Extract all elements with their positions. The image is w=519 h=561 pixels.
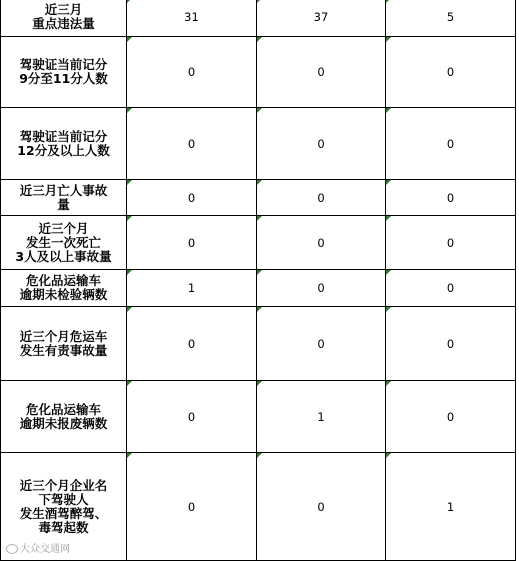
table-cell[interactable]: 37 xyxy=(257,0,386,37)
table-row xyxy=(1,180,516,216)
row-label-text: 近三个月企业名 下驾驶人 发生酒驾醉驾、 毒驾起数 xyxy=(19,477,108,535)
table-row xyxy=(1,0,516,37)
table-row xyxy=(1,381,516,453)
row-label xyxy=(1,216,127,270)
watermark-text: 大众交通网 xyxy=(20,544,70,555)
table-cell[interactable]: 0 xyxy=(127,307,257,381)
table-cell[interactable]: 0 xyxy=(386,381,516,453)
table-cell[interactable]: 0 xyxy=(386,307,516,381)
table-cell[interactable]: 0 xyxy=(386,270,516,307)
table-cell[interactable]: 0 xyxy=(386,108,516,180)
row-label-text: 近三个月危运车 发生有责事故量 xyxy=(19,328,108,358)
row-label xyxy=(1,270,127,307)
row-label xyxy=(1,381,127,453)
weibo-icon xyxy=(6,544,18,554)
row-label xyxy=(1,37,127,108)
row-label-text: 近三个月 发生一次死亡 3人及以上事故量 xyxy=(15,220,112,264)
table-row xyxy=(1,453,516,561)
table-cell[interactable]: 0 xyxy=(127,216,257,270)
row-label xyxy=(1,0,127,37)
row-label-text: 驾驶证当前记分 12分及以上人数 xyxy=(17,128,110,158)
table-cell[interactable]: 0 xyxy=(257,37,386,108)
row-label-text: 近三月亡人事故 量 xyxy=(19,182,108,212)
table-cell[interactable]: 0 xyxy=(257,108,386,180)
table-cell[interactable]: 0 xyxy=(127,453,257,561)
row-label-text: 驾驶证当前记分 9分至11分人数 xyxy=(19,57,108,86)
row-label xyxy=(1,108,127,180)
table-cell[interactable]: 0 xyxy=(257,307,386,381)
table-cell[interactable]: 0 xyxy=(386,216,516,270)
table-cell[interactable]: 0 xyxy=(386,37,516,108)
table-cell[interactable]: 0 xyxy=(127,180,257,216)
row-label xyxy=(1,180,127,216)
row-label xyxy=(1,307,127,381)
table-cell[interactable]: 0 xyxy=(386,180,516,216)
table-cell[interactable]: 1 xyxy=(127,270,257,307)
table-cell[interactable]: 0 xyxy=(257,453,386,561)
table-cell[interactable]: 0 xyxy=(127,381,257,453)
table-row xyxy=(1,270,516,307)
table-cell[interactable]: 0 xyxy=(127,108,257,180)
table-row xyxy=(1,307,516,381)
watermark xyxy=(6,540,70,555)
table-row xyxy=(1,37,516,108)
table-cell[interactable]: 5 xyxy=(386,0,516,37)
table-cell[interactable]: 0 xyxy=(257,216,386,270)
table-cell[interactable]: 31 xyxy=(127,0,257,37)
table-row xyxy=(1,108,516,180)
table-cell[interactable]: 0 xyxy=(257,180,386,216)
table-row xyxy=(1,216,516,270)
row-label-text: 危化品运输车 逾期未报废辆数 xyxy=(19,401,108,431)
table-cell[interactable]: 0 xyxy=(127,37,257,108)
row-label-text: 近三月 重点违法量 xyxy=(32,2,95,31)
row-label-text: 危化品运输车 逾期未检验辆数 xyxy=(19,273,108,302)
table-cell[interactable]: 0 xyxy=(257,270,386,307)
table-cell[interactable]: 1 xyxy=(257,381,386,453)
table-cell[interactable]: 1 xyxy=(386,453,516,561)
